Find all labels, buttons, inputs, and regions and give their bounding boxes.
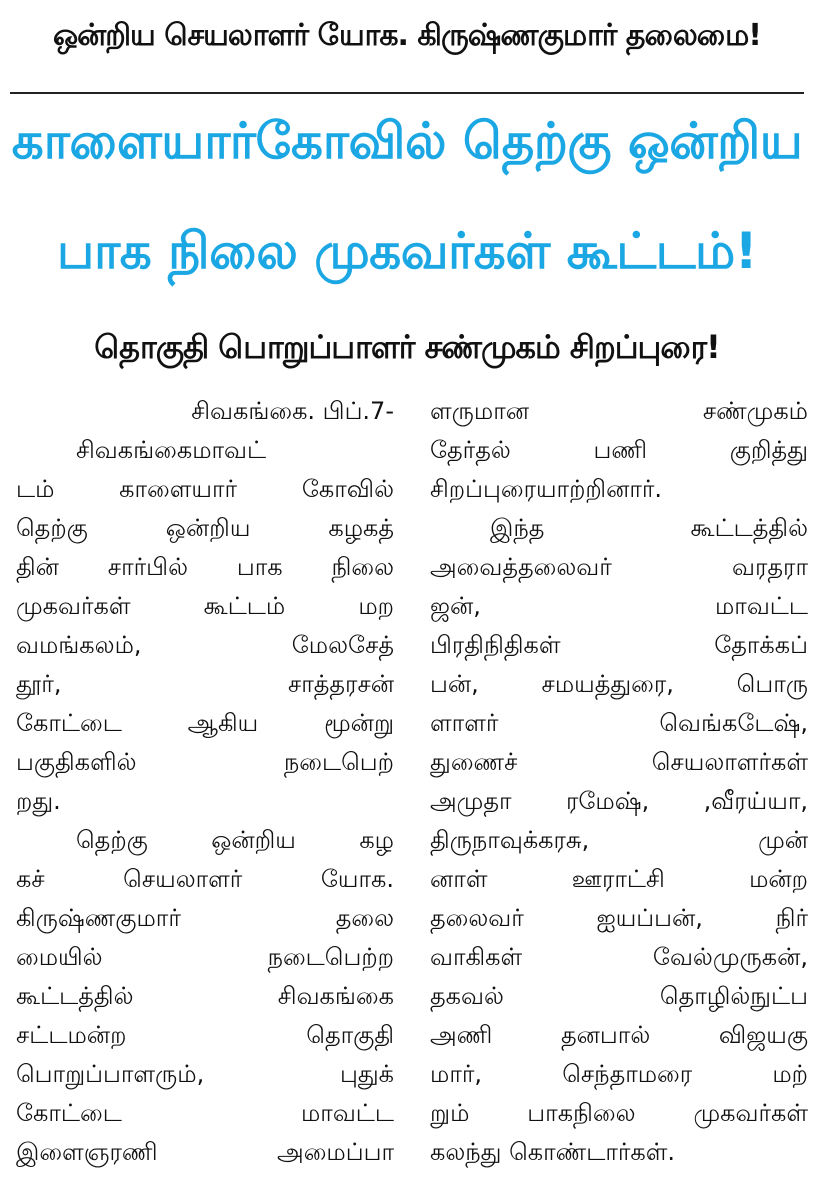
headline-line-1: காளையார்கோவில் தெற்கு ஒன்றிய [11,112,803,170]
body-line: றும் பாகநிலை முகவர்கள் [430,1099,808,1127]
body-line: அவைத்தலைவர் வரதரா [430,553,808,581]
body-line: னாள் ஊராட்சி மன்ற [430,865,808,893]
body-line: கலந்து கொண்டார்கள். [430,1138,676,1166]
body-line: பகுதிகளில் நடைபெற் [16,748,394,776]
article-right-column [430,392,808,1172]
body-line: தகவல் தொழில்நுட்ப [430,982,808,1010]
body-line: சட்டமன்ற தொகுதி [16,1021,394,1049]
body-line: வாகிகள் வேல்முருகன், [430,943,808,971]
body-line: அணி தனபால் விஜயகு [430,1021,808,1049]
body-line: தெற்கு ஒன்றிய கழகத் [16,514,394,542]
body-line: ஜன், மாவட்ட [430,592,808,620]
body-line: மையில் நடைபெற்ற [16,943,394,971]
body-line: வமங்கலம், மேலசேத் [16,631,394,659]
body-line: கோட்டை மாவட்ட [16,1099,394,1127]
body-line: கோட்டை ஆகிய மூன்று [16,709,394,737]
body-line: முகவர்கள் கூட்டம் மற [16,592,394,620]
body-line: தெற்கு ஒன்றிய கழ [76,826,394,854]
body-line: தூர், சாத்தரசன் [16,670,394,698]
divider-rule [10,92,804,94]
body-line: றது. [16,787,61,815]
body-line: சிறப்புரையாற்றினார். [430,475,663,503]
body-line: அமுதா ரமேஷ், ,வீரய்யா, [430,787,808,815]
body-line: திருநாவுக்கரசு, முன் [430,826,808,854]
body-line: தின் சார்பில் பாக நிலை [16,553,394,581]
body-line: துணைச் செயலாளர்கள் [430,748,808,776]
body-line: பிரதிநிதிகள் தோக்கப் [430,631,808,659]
headline-line-2: பாக நிலை முகவர்கள் கூட்டம்! [56,222,758,280]
body-line: ளாளர் வெங்கடேஷ், [430,709,808,737]
subheadline: தொகுதி பொறுப்பாளர் சண்முகம் சிறப்புரை! [94,328,720,366]
body-line: இளைஞரணி அமைப்பா [16,1138,394,1166]
body-line: ளருமான சண்முகம் [430,397,808,425]
article-left-column [16,392,394,1172]
dateline: சிவகங்கை. பிப்.7- [191,397,394,425]
body-line: இந்த கூட்டத்தில் [490,514,808,542]
body-line: கச் செயலாளர் யோக. [16,865,394,893]
body-line: தலைவர் ஐயப்பன், நிர் [430,904,808,932]
body-line: டம் காளையார் கோவில் [16,475,394,503]
body-line: தேர்தல் பணி குறித்து [430,436,808,464]
body-line: கூட்டத்தில் சிவகங்கை [16,982,394,1010]
body-line: மார், செந்தாமரை மற் [430,1060,808,1088]
body-line: பன், சமயத்துரை, பொரு [430,670,808,698]
body-line: சிவகங்கைமாவட் [76,436,267,464]
body-line: கிருஷ்ணகுமார் தலை [16,904,394,932]
kicker-line: ஒன்றிய செயலாளர் யோக. கிருஷ்ணகுமார் தலைமை! [53,18,761,53]
body-line: பொறுப்பாளரும், புதுக் [16,1060,394,1088]
